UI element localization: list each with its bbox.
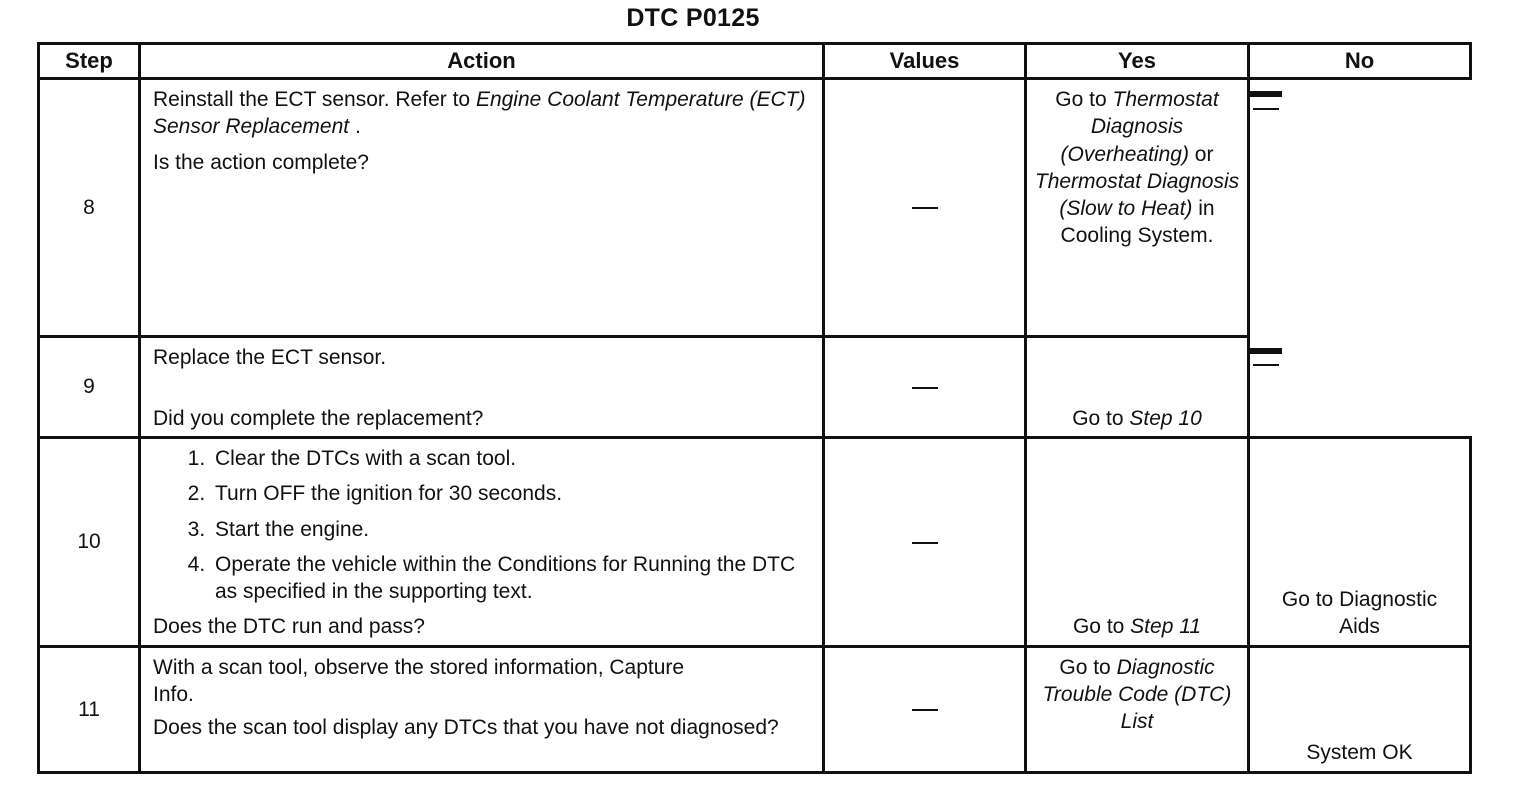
yes-text: Go to: [1055, 88, 1113, 111]
dash-mark: [912, 542, 938, 544]
procedure-step: 3. Start the engine.: [211, 516, 812, 543]
action-cell: [140, 79, 824, 337]
table-row-step-11: [39, 646, 1471, 772]
yes-text: Go to: [1072, 615, 1131, 639]
dash-mark: [912, 709, 938, 711]
yes-link-overheating[interactable]: Thermostat Diagnosis (Overheating): [1060, 88, 1219, 166]
no-link-diagnostic-aids[interactable]: Go to Diagnostic Aids: [1281, 588, 1438, 639]
header-action: Action: [140, 44, 824, 79]
procedure-list: [153, 445, 812, 605]
yes-text: Go to: [1059, 655, 1117, 679]
action-question: Did you complete the replacement?: [153, 406, 484, 430]
action-cell: [140, 646, 824, 772]
yes-link-slow-to-heat[interactable]: Thermostat Diagnosis (Slow to Heat): [1034, 169, 1240, 221]
values-cell: [824, 646, 1026, 772]
yes-text: Go to: [1072, 406, 1130, 430]
action-question: Does the DTC run and pass?: [153, 615, 425, 639]
header-values: Values: [824, 44, 1026, 79]
step-number: 9: [39, 337, 140, 438]
yes-cell: [1026, 646, 1249, 772]
step-number: 10: [39, 438, 140, 647]
yes-text: in Cooling System.: [1060, 197, 1215, 248]
reference-link[interactable]: Engine Coolant Temperature (ECT) Sensor Replacement: [153, 88, 806, 139]
procedure-step: 1. Clear the DTCs with a scan tool.: [211, 445, 812, 472]
action-question: Does the scan tool display any DTCs that you have not diagnosed?: [153, 716, 779, 740]
no-cell: [1250, 348, 1282, 354]
values-cell: [824, 79, 1026, 337]
dash-mark: [1253, 364, 1279, 366]
document-title: DTC P0125: [626, 4, 760, 32]
yes-link-step-11[interactable]: Step 11: [1130, 615, 1202, 639]
table-row-step-10: [39, 438, 1471, 647]
procedure-step: 2. Turn OFF the ignition for 30 seconds.: [211, 480, 812, 507]
header-step: Step: [39, 44, 140, 79]
values-cell: [824, 337, 1026, 438]
action-question: Is the action complete?: [153, 150, 369, 174]
step-number: 11: [39, 646, 140, 772]
no-cell: [1249, 438, 1471, 647]
dtc-table: [37, 42, 1472, 774]
yes-link-dtc-list[interactable]: Diagnostic Trouble Code (DTC) List: [1042, 655, 1232, 734]
header-yes: Yes: [1026, 44, 1249, 79]
yes-cell: [1026, 438, 1249, 647]
table-row-step-9: [39, 337, 1471, 438]
action-instruction: [153, 86, 812, 141]
values-cell: [824, 438, 1026, 647]
dash-mark: [912, 207, 938, 209]
no-cell: [1250, 91, 1282, 97]
header-row: [39, 44, 1471, 79]
action-instruction: Replace the ECT sensor.: [153, 346, 387, 369]
action-text: Reinstall the ECT sensor. Refer to: [153, 88, 476, 111]
no-cell: System OK: [1249, 646, 1471, 772]
header-no: No: [1249, 44, 1471, 79]
procedure-step: 4. Operate the vehicle within the Conditions for Running the DTC as specified in the supporting text.: [211, 551, 812, 606]
dash-mark: [1253, 108, 1279, 110]
yes-text: or: [1188, 142, 1214, 166]
action-text: .: [349, 115, 361, 139]
dash-mark: [912, 387, 938, 389]
yes-cell: [1026, 337, 1249, 438]
yes-link-step-10[interactable]: Step 10: [1129, 406, 1202, 430]
action-cell: [140, 438, 824, 647]
step-number: 8: [39, 79, 140, 337]
yes-cell: [1026, 79, 1249, 337]
action-instruction: With a scan tool, observe the stored information, Capture Info.: [153, 655, 685, 707]
table-row-step-8: [39, 79, 1471, 337]
action-cell: [140, 337, 824, 438]
